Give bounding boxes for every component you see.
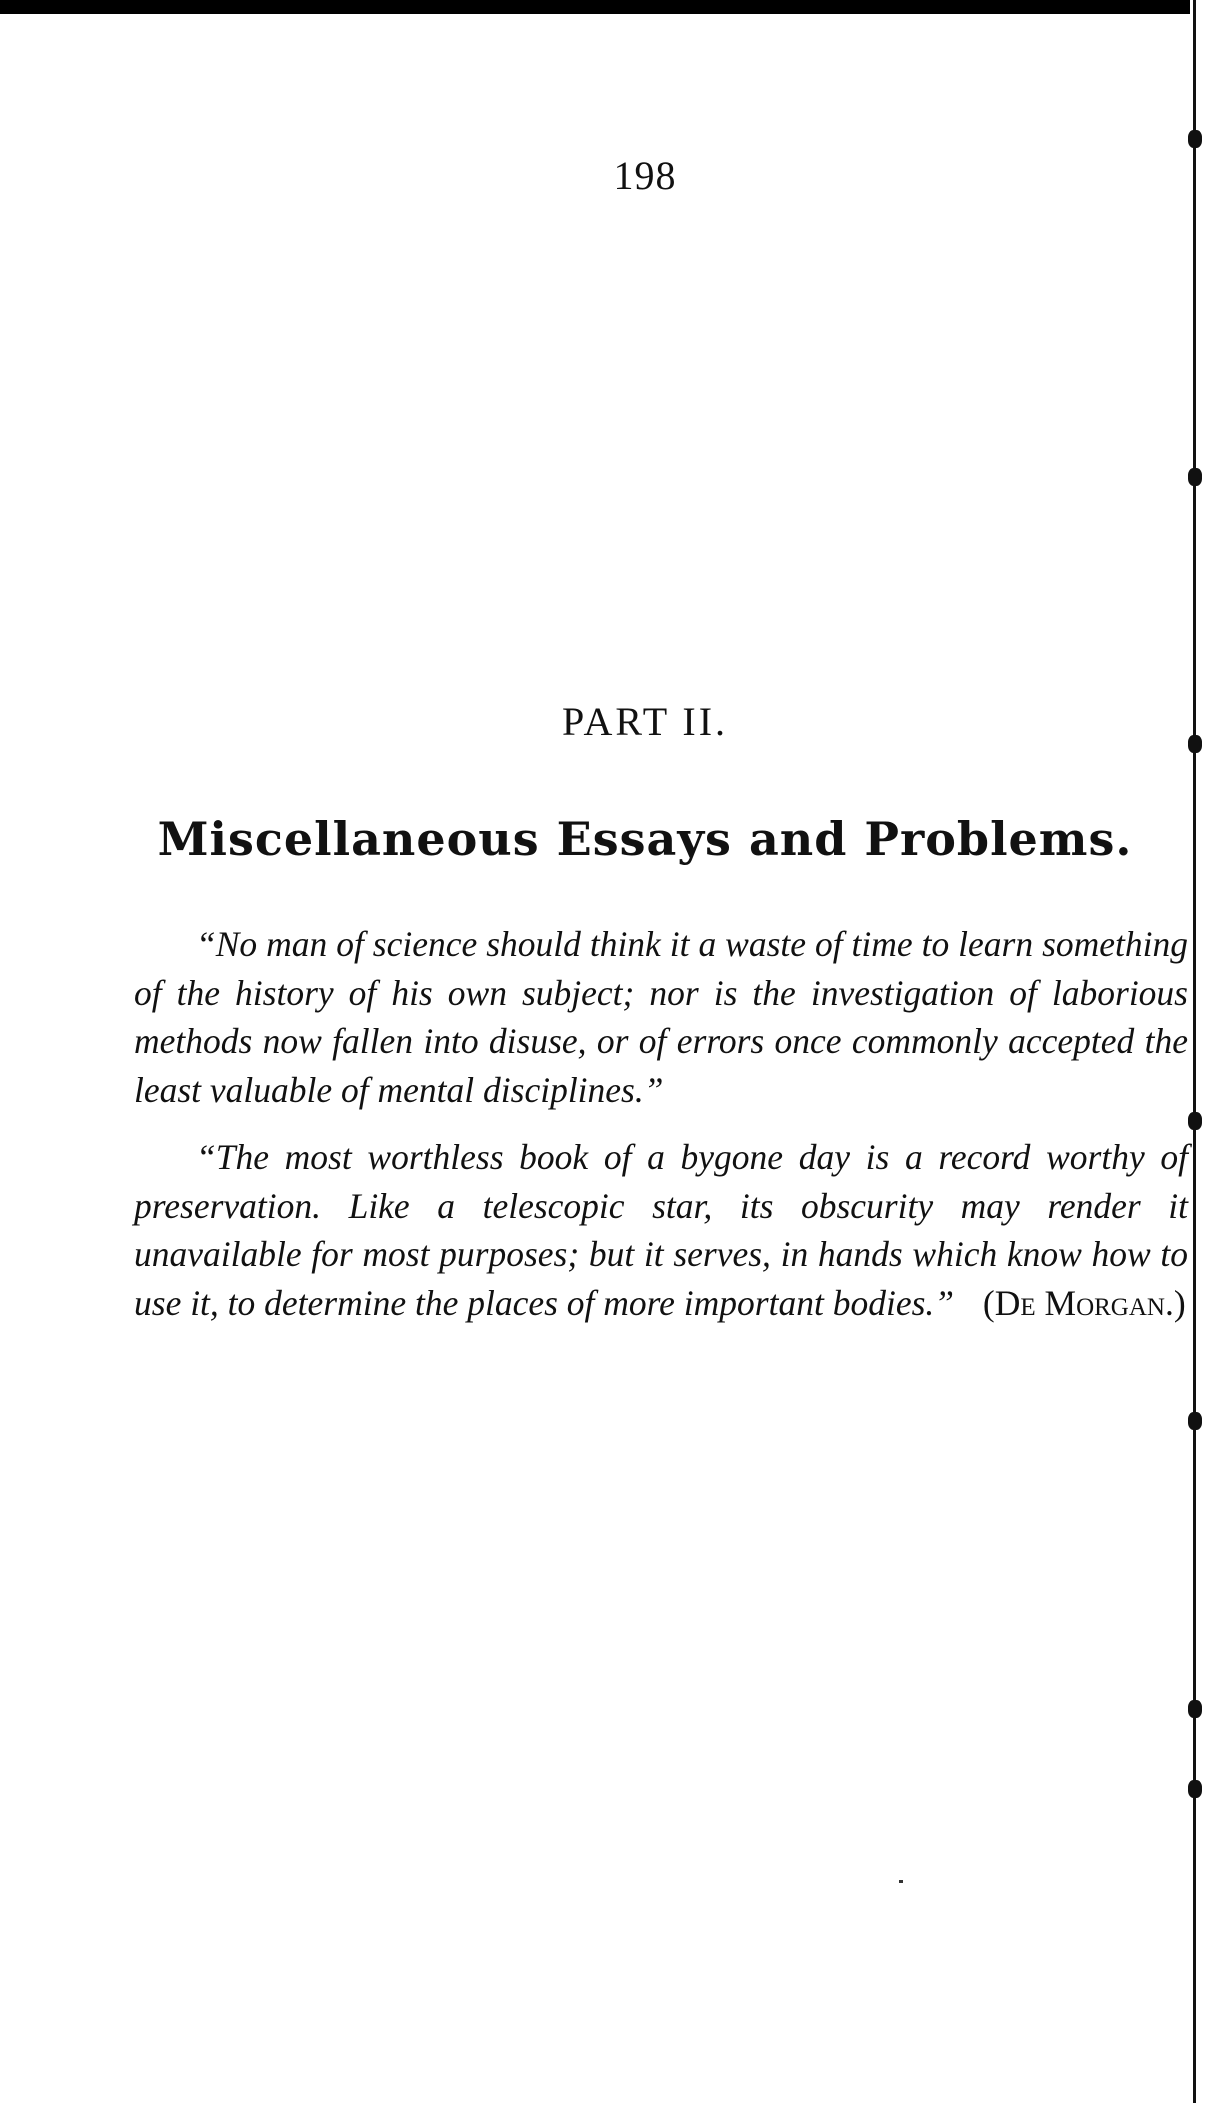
epigraph-quote-1 xyxy=(134,920,1188,1114)
scan-speck xyxy=(899,1880,903,1883)
quote-attribution: (De Morgan.) xyxy=(982,1282,1186,1323)
attribution-name: De Morgan xyxy=(994,1282,1165,1323)
edge-mark xyxy=(1188,1700,1202,1718)
page-number: 198 xyxy=(613,153,677,198)
quote-text: “No man of science should think it a waste of time to learn something of the history of his own subject; nor is the investigation of laborious methods now fallen into disuse, or of errors once commonly accepted the least valuable of mental disciplines.” xyxy=(134,924,1188,1110)
section-title: Miscellaneous Essays and Problems. xyxy=(157,812,1133,866)
part-heading: PART II. xyxy=(561,699,729,744)
edge-mark xyxy=(1188,130,1202,148)
edge-mark xyxy=(1188,468,1202,486)
edge-mark xyxy=(1188,1780,1202,1798)
edge-mark xyxy=(1188,1112,1202,1130)
edge-mark xyxy=(1188,1412,1202,1430)
scan-top-border xyxy=(0,0,1190,14)
epigraph-quote-2 xyxy=(134,1133,1188,1327)
quote-text: “The most worthless book of a bygone day is a record worthy of preservation. Like a telescopic star, its obscurity may render it unavailable for most purposes; but it serves, in hands which know how to use it, to determine the places of more important bodies.” xyxy=(134,1137,1188,1323)
